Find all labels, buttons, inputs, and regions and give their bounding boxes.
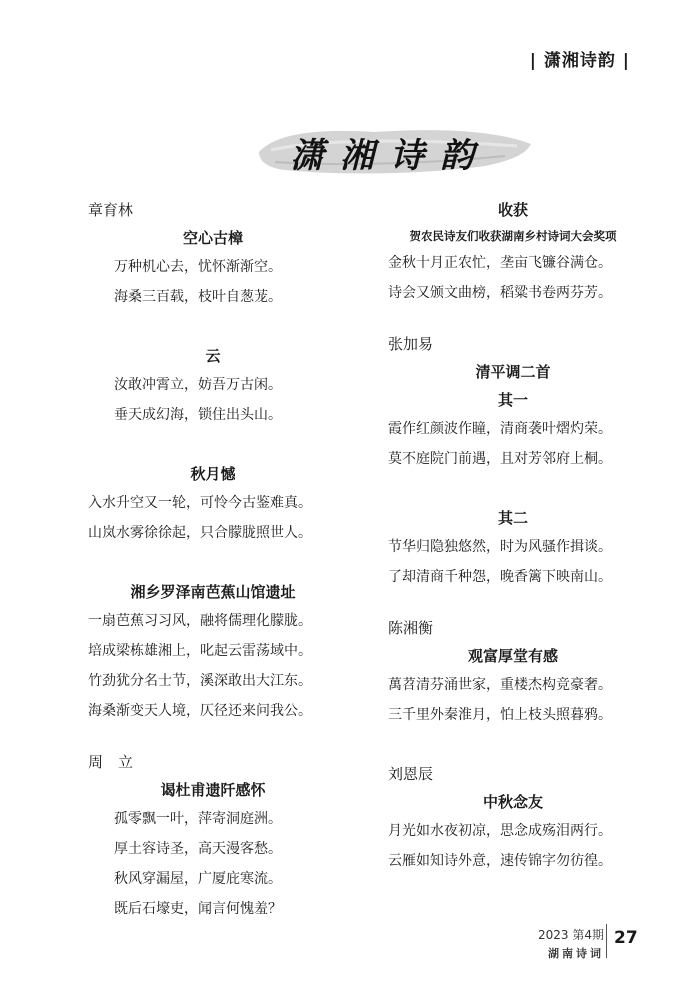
poem-title: 谒杜甫遗阡感怀 [160, 781, 266, 799]
poem-title: 中秋念友 [482, 793, 543, 811]
poet-name: 张加易 [388, 335, 434, 353]
poet-name: 章育林 [88, 201, 134, 219]
poem-line: 三千里外秦淮月，怕上枝头照暮鸦。 [388, 707, 612, 723]
journal-name: 湖南诗词 [548, 947, 604, 960]
poem-line: 海桑渐变天人境，仄径还来问我公。 [88, 703, 312, 719]
poet-name: 周 立 [88, 753, 134, 771]
banner [255, 122, 535, 180]
poem-line: 入水升空又一轮，可怜今古鉴难真。 [88, 495, 312, 511]
poem-title: 观富厚堂有感 [467, 647, 558, 665]
poem-line: 萬苕清芬涌世家，重楼杰构竞豪奢。 [388, 677, 612, 693]
poem-line: 汝敢冲霄立，妨吾万古闲。 [114, 377, 282, 393]
poem-subtitle: 其二 [497, 509, 528, 527]
poem-line: 一扇芭蕉习习风，融将儒理化朦胧。 [88, 613, 312, 629]
poem-line: 厚土容诗圣，高天漫客愁。 [114, 841, 282, 857]
section-tag: | 潇湘诗韵 | [529, 51, 630, 71]
banner-title: 潇湘诗韵 [290, 136, 490, 176]
poem-line: 诗会又颁文曲榜，稻粱书卷两芬芳。 [388, 285, 612, 301]
poem-line: 云雁如知诗外意，速传锦字勿彷徨。 [388, 853, 612, 869]
left-column [88, 196, 338, 924]
issue-label: 2023 第4期 [538, 928, 604, 942]
poem-line: 海桑三百载，枝叶自葱茏。 [114, 289, 282, 305]
poem-title: 云 [205, 347, 221, 365]
footer [538, 926, 604, 961]
poem-line: 莫不庭院门前遇，且对芳邻府上桐。 [388, 451, 612, 467]
poem-title: 清平调二首 [475, 363, 551, 381]
poem-line: 山岚水雾徐徐起，只合朦胧照世人。 [88, 525, 312, 541]
poem-line: 节华归隐独悠然，时为风骚作揖谈。 [388, 539, 612, 555]
poet-name: 刘恩辰 [388, 765, 434, 783]
poem-line: 金秋十月正农忙，垄亩飞镰谷满仓。 [388, 255, 612, 271]
poem-title: 秋月憾 [190, 465, 236, 483]
poem-line: 万种机心去，忧怀渐渐空。 [114, 259, 282, 275]
poem-line: 霞作红颜波作瞳，清商袭叶熠灼荣。 [388, 421, 612, 437]
footer-divider [606, 924, 607, 958]
poet-name: 陈湘衡 [388, 619, 434, 637]
poem-line: 孤零飘一叶，萍寄洞庭洲。 [114, 811, 282, 827]
poem-line: 秋风穿漏屋，广厦庇寒流。 [114, 871, 282, 887]
poem-subtitle: 其一 [497, 391, 528, 409]
page-number: 27 [614, 928, 638, 948]
poem-line: 既后石壕吏，闻言何愧羞？ [114, 901, 282, 917]
poem-line: 垂天成幻海，锁住出头山。 [114, 407, 282, 423]
poem-subtitle: 贺农民诗友们收获湖南乡村诗词大会奖项 [409, 229, 617, 243]
poem-title: 收获 [497, 201, 528, 219]
poem-line: 竹劲犹分名士节，溪深敢出大江东。 [88, 673, 312, 689]
right-column [388, 196, 638, 876]
poem-line: 培成梁栋雄湘上，叱起云雷荡域中。 [88, 643, 312, 659]
poem-title: 空心古樟 [182, 229, 243, 247]
poem-line: 了却清商千种怨，晚香篱下映南山。 [388, 569, 612, 585]
poem-line: 月光如水夜初凉，思念成殇泪两行。 [388, 823, 612, 839]
poem-title: 湘乡罗泽南芭蕉山馆遗址 [130, 583, 296, 601]
